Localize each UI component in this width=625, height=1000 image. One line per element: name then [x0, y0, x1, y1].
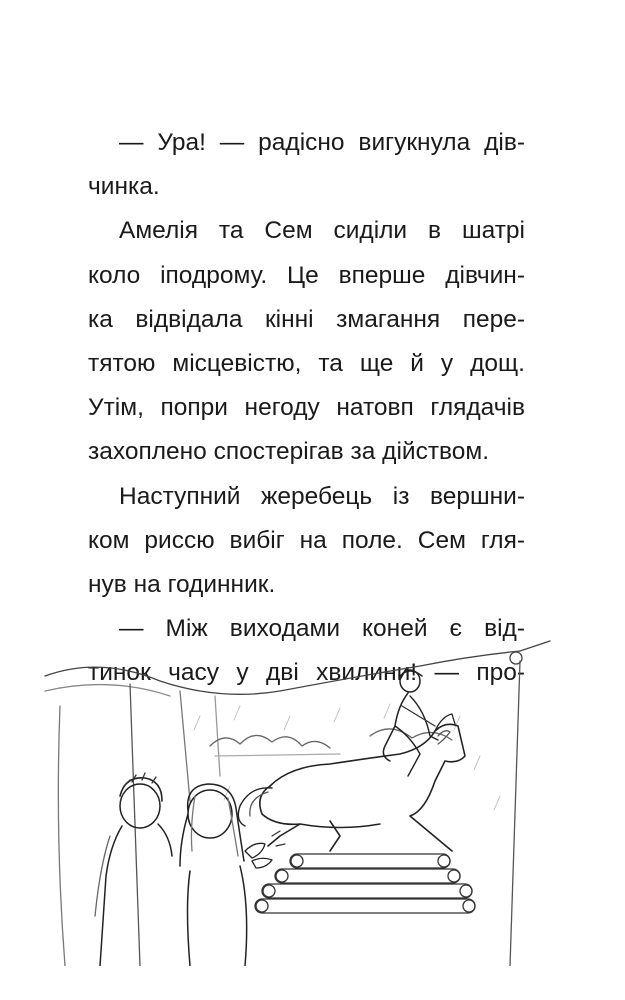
text-line: Утім, попри негоду натовп глядачів [88, 394, 525, 422]
text-line: нув на годинник. [88, 570, 276, 598]
text-line: Амелія та Сем сиділи в шатрі [119, 217, 525, 245]
text-line: чинка. [88, 173, 160, 201]
text-line: тинок часу у дві хвилини! — про- [88, 659, 525, 687]
horse-jump-illustration-icon [40, 636, 560, 966]
text-line: коло іподрому. Це вперше дівчин- [88, 261, 525, 289]
text-line: тятою місцевістю, та ще й у дощ. [88, 349, 525, 377]
text-line: Наступний жеребець із вершни- [119, 482, 525, 510]
page-text [88, 121, 525, 695]
text-line: ка відвідала кінні змагання пере- [88, 305, 525, 333]
text-line: — Між виходами коней є від- [119, 615, 525, 643]
text-line: — Ура! — радісно вигукнула дів- [119, 129, 525, 156]
text-line: захоплено спостерігав за дійством. [88, 438, 490, 466]
text-line: ком риссю вибіг на поле. Сем гля- [88, 526, 525, 554]
